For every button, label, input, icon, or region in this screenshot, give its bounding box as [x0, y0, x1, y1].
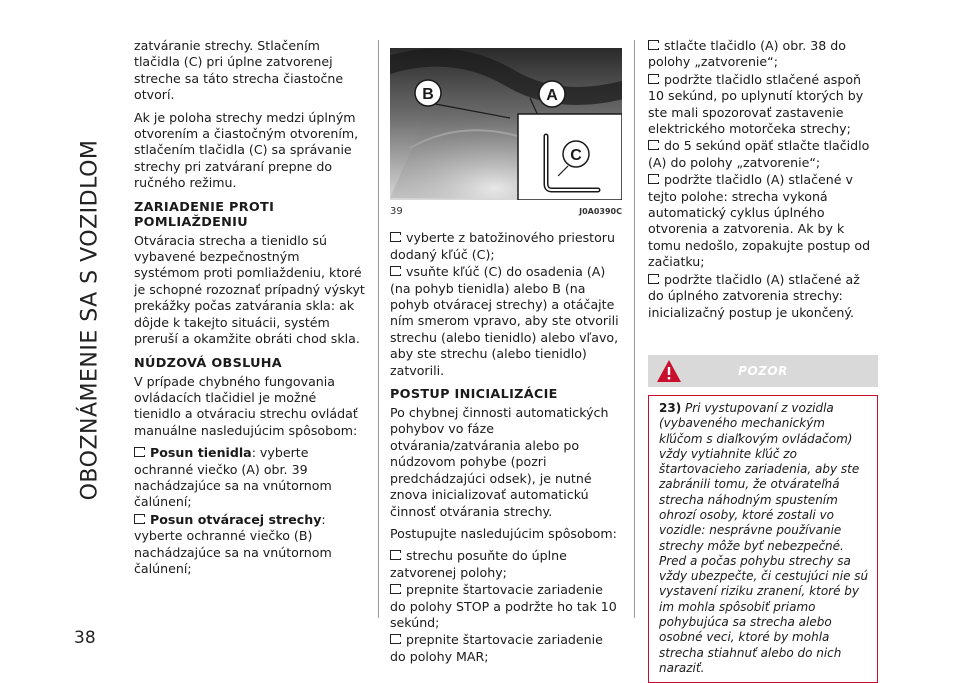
warning-number: 23) [659, 400, 682, 415]
paragraph: V prípade chybného fungovania ovládacích tlačidiel je možné tienidlo a otváraciu strechu ovládať manuálne nasledujúcim spôsobom: [134, 373, 358, 438]
checkbox-bullet-icon [390, 232, 401, 242]
checkbox-bullet-icon [648, 274, 659, 284]
label-c: C [570, 147, 582, 164]
column-divider-2 [634, 40, 635, 618]
paragraph: Postupujte nasledujúcim spôsobom: [390, 525, 617, 541]
figure-39-photo [390, 48, 622, 200]
figure-code: J0A0390C [579, 207, 622, 216]
figure-number: 39 [390, 206, 403, 217]
list-item: strechu posuňte do úplne zatvorenej polohy; [390, 548, 567, 580]
column-2 [390, 38, 622, 666]
list-item: vsuňte kľúč (C) do osadenia (A) (na pohyb tienidla) alebo B (na pohyb otváracej strechy) a otáčajte ním smerom vpravo, aby ste otvorili strechu (alebo tienidlo) alebo vľavo, aby ste strechu (alebo tienidlo) zatvorili. [390, 264, 619, 378]
paragraph: Po chybnej činnosti automatických pohybov vo fáze otvárania/zatvárania alebo po núdzovom pohybe (pozri predchádzajúci odsek), je nutné znova inicializovať automatickú činnosť otvárania strechy. [390, 405, 609, 519]
paragraph: zatváranie strechy. Stlačením tlačidla (C) pri úplne zatvorenej streche sa táto strecha čiastočne otvorí. [134, 38, 344, 103]
list-item: prepnite štartovacie zariadenie do polohy MAR; [390, 632, 603, 664]
paragraph: Otváracia strecha a tienidlo sú vybavené bezpečnostným systémom proti pomliaždeniu, ktoré je schopné rozoznať prípadný výskyt prekážky počas zatvárania skla: ak dôjde k takejto situácii, systém preruší a okamžite obráti chod skla. [134, 232, 365, 347]
side-section-title: OBOZNÁMENIE SA S VOZIDLOM [77, 139, 103, 501]
section-heading: POSTUP INICIALIZÁCIE [390, 387, 558, 403]
list-item: do 5 sekúnd opäť stlačte tlačidlo (A) do polohy „zatvorenie“; [648, 138, 870, 170]
checkbox-bullet-icon [648, 74, 659, 84]
column-divider-1 [378, 40, 379, 618]
section-heading: NÚDZOVÁ OBSLUHA [134, 355, 282, 371]
figure-caption [390, 204, 622, 220]
checkbox-bullet-icon [134, 447, 145, 457]
checkbox-bullet-icon [390, 266, 401, 276]
checkbox-bullet-icon [648, 40, 659, 50]
warning-box [648, 395, 878, 683]
checkbox-bullet-icon [390, 634, 401, 644]
checkbox-bullet-icon [648, 140, 659, 150]
checkbox-bullet-icon [390, 584, 401, 594]
warning-header [648, 355, 878, 387]
list-item: podržte tlačidlo (A) stlačené až do úplného zatvorenia strechy: inicializačný postup je ukončený. [648, 271, 860, 320]
list-item: Posun tienidla: vyberte ochranné viečko (A) obr. 39 nachádzajúce sa na vnútornom čalúnení; [134, 445, 332, 510]
list-item: podržte tlačidlo (A) stlačené v tejto polohe: strecha vykoná automatický cyklus úplného otvorenia a zatvorenia. Ak by k tomu nedošlo, zopakujte postup od začiatku; [648, 172, 871, 270]
column-3 [648, 38, 878, 683]
roof-interior-illustration [390, 48, 622, 200]
section-heading: ZARIADENIE PROTI POMLIAŽDENIU [134, 199, 275, 230]
list-item: podržte tlačidlo stlačené aspoň 10 sekúnd, po uplynutí ktorých by ste mali spozorovať zastavenie elektrického motorčeka strechy; [648, 71, 864, 137]
checkbox-bullet-icon [390, 550, 401, 560]
checkbox-bullet-icon [648, 174, 659, 184]
list-item: stlačte tlačidlo (A) obr. 38 do polohy „zatvorenie“; [648, 38, 847, 70]
warning-text: Pri vystupovaní z vozidla (vybaveného mechanickým kľúčom s diaľkovým ovládačom) vždy vytiahnite kľúč zo štartovacieho zariadenia, aby ste zabránili tomu, že otvárateľná strecha náhodným spustením ohrozí osoby, ktoré zostali vo vozidle: nesprávne používanie strechy môže byť nebezpečné. Pred a počas pohybu strechy sa vždy ubezpečte, či cestujúci nie sú vystavení riziku zranení, ktoré by im mohla spôsobiť priamo pohybujúca sa strecha alebo osobné veci, ktoré by mohla strecha stiahnuť alebo do nich naraziť. [659, 400, 869, 675]
label-a: A [546, 87, 558, 104]
list-item: prepnite štartovacie zariadenie do polohy STOP a podržte ho tak 10 sekúnd; [390, 582, 617, 630]
checkbox-bullet-icon [134, 514, 145, 524]
list-item: vyberte z batožinového priestoru dodaný kľúč (C); [390, 230, 615, 262]
page-number: 38 [74, 628, 96, 648]
warning-title: POZOR [738, 363, 788, 378]
label-b: B [422, 86, 434, 103]
column-1 [134, 38, 366, 578]
paragraph: Ak je poloha strechy medzi úplným otvorením a čiastočným otvorením, stlačením tlačidla (C) sa správanie strechy pri zatváraní prepne do ručného režimu. [134, 109, 359, 191]
list-item: Posun otváracej strechy: vyberte ochranné viečko (B) nachádzajúce sa na vnútornom čalúnení; [134, 511, 332, 576]
